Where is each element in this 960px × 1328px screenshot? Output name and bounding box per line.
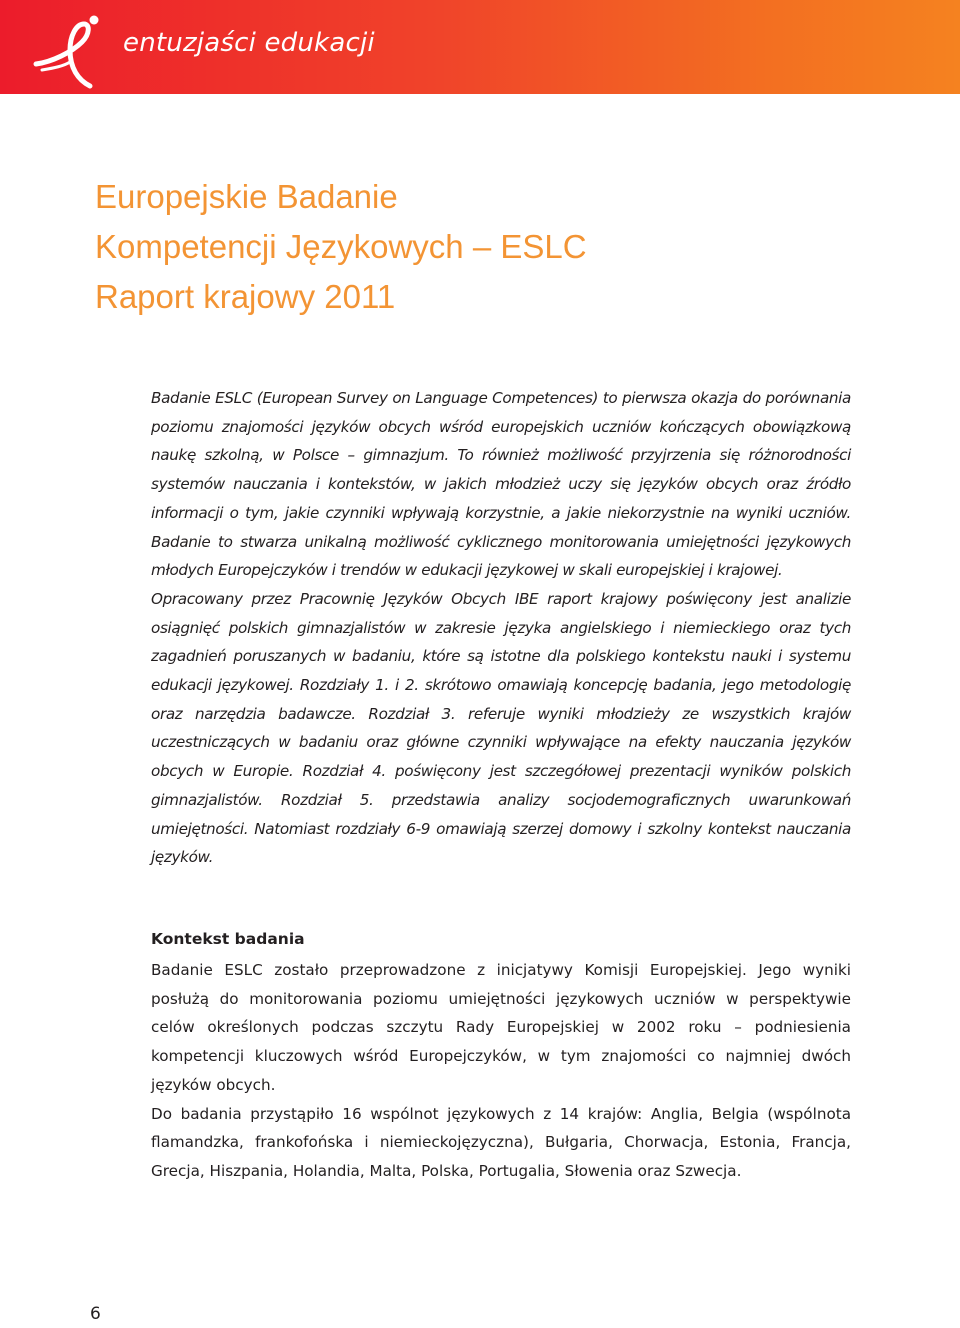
context-paragraph-2: Do badania przystąpiło 16 wspólnot językowych z 14 krajów: Anglia, Belgia (wspólnota flamandzka, frankofońska i niemieckojęzyczna), Bułgaria, Chorwacja, Estonia, Francja, Grecja, Hiszpania, Holandia, Malta, Polska, Portugalia, Słowenia oraz Szwecja.	[151, 1104, 851, 1180]
section-heading: Kontekst badania	[151, 930, 305, 948]
title-line-2: Kompetencji Językowych – ESLC	[95, 228, 587, 265]
page-number: 6	[90, 1304, 101, 1324]
intro-section	[151, 384, 851, 872]
title-line-1: Europejskie Badanie	[95, 178, 398, 215]
context-section	[151, 956, 851, 1186]
brand-name: entuzjaści edukacji	[123, 28, 375, 58]
context-paragraph-1: Badanie ESLC zostało przeprowadzone z inicjatywy Komisji Europejskiej. Jego wyniki posłużą do monitorowania poziomu umiejętności językowych uczniów w perspektywie celów określonych podczas szczytu Rady Europejskiej w 2002 roku – podniesienia kompetencji kluczowych wśród Europejczyków, w tym znajomości co najmniej dwóch języków obcych.	[151, 961, 851, 1094]
page-title	[95, 172, 587, 322]
intro-paragraph-1: Badanie ESLC (European Survey on Language Competences) to pierwsza okazja do porównania poziomu znajomości języków obcych wśród europejskich uczniów kończących obowiązkową naukę szkolną, w Polsce – gimnazjum. To również możliwość przyjrzenia się różnorodności systemów nauczania i kontekstów, w jakich młodzież uczy się języków obcych oraz źródło informacji o tym, jakie czynniki wpływają korzystnie, a jakie niekorzystnie na wyniki uczniów. Badanie to stwarza unikalną możliwość cyklicznego monitorowania umiejętności językowych młodych Europejczyków i trendów w edukacji językowej w skali europejskiej i krajowej.	[151, 389, 851, 580]
title-line-3: Raport krajowy 2011	[95, 278, 396, 315]
header-band	[0, 0, 960, 94]
stylized-e-ribbon-icon	[30, 12, 110, 92]
intro-paragraph-2: Opracowany przez Pracownię Języków Obcych IBE raport krajowy poświęcony jest analizie osiągnięć polskich gimnazjalistów w zakresie języka angielskiego i niemieckiego oraz tych zagadnień poruszanych w badaniu, które są istotne dla polskiego kontekstu nauki i systemu edukacji językowej. Rozdziały 1. i 2. skrótowo omawiają koncepcję badania, jego metodologię oraz narzędzia badawcze. Rozdział 3. referuje wyniki młodzieży ze wszystkich krajów uczestniczących w badaniu oraz główne czynniki wpływające na efekty nauczania języków obcych w Europie. Rozdział 4. poświęcony jest szczegółowej prezentacji wyników polskich gimnazjalistów. Rozdział 5. przedstawia analizy socjodemograficznych uwarunkowań umiejętności. Natomiast rozdziały 6-9 omawiają szerzej domowy i szkolny kontekst nauczania języków.	[151, 589, 851, 867]
